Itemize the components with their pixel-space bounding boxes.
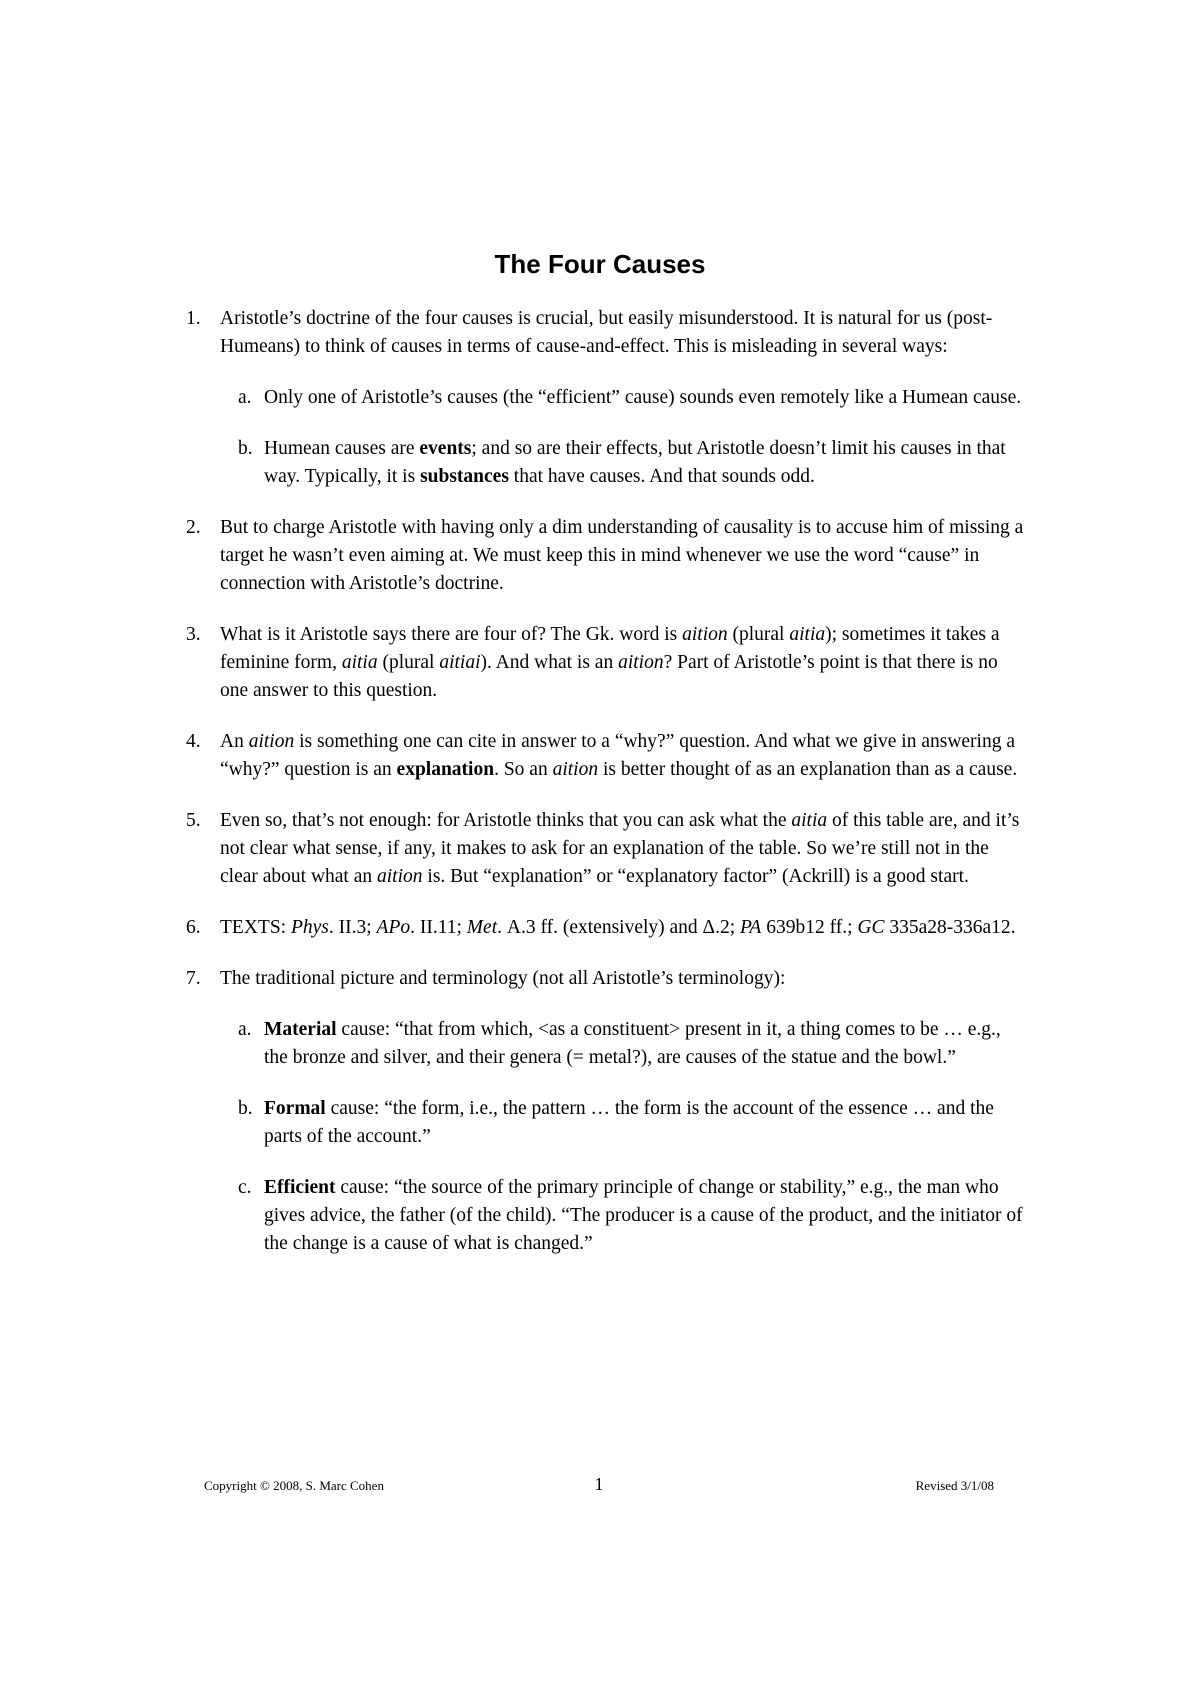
italic-term: aition [377,866,423,887]
item-number: 6. [186,917,201,938]
list-item [186,514,1026,598]
text-segment: cause: “the form, i.e., the pattern … the form is the account of the essence … and the parts of the account.” [264,1098,994,1147]
bold-term: Efficient [264,1177,336,1198]
text-segment: . Α.3 ff. (extensively) and Δ.2; [497,917,740,938]
text-segment: Aristotle’s doctrine of the four causes is crucial, but easily misunderstood. It is natural for us (post-Humeans) to think of causes in terms of cause-and-effect. This is misleading in several ways: [220,308,993,357]
bold-term: Formal [264,1098,326,1119]
footer-revised-date: Revised 3/1/08 [915,1478,994,1493]
item-text [220,807,1026,891]
sub-item [220,1095,1026,1151]
list-item [186,621,1026,705]
text-segment: ); sometimes it takes a feminine form, [220,624,1000,673]
sub-list [220,384,1026,491]
sub-item-text [264,384,1026,412]
italic-term: APo [376,917,411,938]
text-segment: is. But “explanation” or “explanatory factor” (Ackrill) is a good start. [422,866,969,887]
sub-item-text [264,1016,1026,1072]
numbered-list [186,305,1026,1281]
text-segment: Only one of Aristotle’s causes (the “efficient” cause) sounds even remotely like a Humean cause. [264,387,1022,408]
item-text [220,914,1026,942]
text-segment: But to charge Aristotle with having only a dim understanding of causality is to accuse him of missing a target he wasn’t even aiming at. We must keep this in mind whenever we use the word “cause” in connection with Aristotle’s doctrine. [220,517,1024,594]
sub-list [220,1016,1026,1258]
italic-term: aitia [791,810,828,831]
text-segment: cause: “that from which, <as a constituent> present in it, a thing comes to be … e.g., the bronze and silver, and their genera (= metal?), are causes of the statue and the bowl.” [264,1019,1001,1068]
item-text [220,514,1026,598]
text-segment: . So an [494,759,553,780]
bold-term: explanation [396,759,495,780]
sub-item-text [264,1174,1026,1258]
item-number: 4. [186,731,201,752]
text-segment: 335a28-336a12. [884,917,1016,938]
italic-term: aition [682,624,728,645]
list-item [186,728,1026,784]
text-segment: ? Part of Aristotle’s point is that there is no one answer to this question. [220,652,998,701]
sub-item [220,435,1026,491]
item-number: 2. [186,517,201,538]
list-item [186,305,1026,491]
text-segment: that have causes. And that sounds odd. [508,466,815,487]
sub-item-letter: b. [238,1098,253,1119]
text-segment: TEXTS: [220,917,291,938]
text-segment: of this table are, and it’s not clear what sense, if any, it makes to ask for an explanation of the table. So we’re still not in the clear about what an [220,810,1020,887]
item-number: 5. [186,810,201,831]
item-text [220,305,1026,361]
italic-term: aitiai [439,652,481,673]
item-number: 3. [186,624,201,645]
list-item [186,965,1026,1258]
italic-term: aitia [341,652,378,673]
text-segment: Humean causes are [264,438,420,459]
sub-item-text [264,435,1026,491]
document-title: The Four Causes [494,249,706,279]
text-segment: . II.11; [410,917,467,938]
sub-item [220,384,1026,412]
text-segment: is better thought of as an explanation than as a cause. [598,759,1018,780]
item-text [220,621,1026,705]
italic-term: aition [552,759,599,780]
text-segment: 639b12 ff.; [761,917,858,938]
sub-item-letter: b. [238,438,253,459]
italic-term: PA [740,917,762,938]
text-segment: Even so, that’s not enough: for Aristotle thinks that you can ask what the [220,810,792,831]
italic-term: aition [248,731,295,752]
list-item [186,807,1026,891]
item-number: 7. [186,968,201,989]
text-segment: is something one can cite in answer to a “why?” question. And what we give in answering a “why?” question is an [220,731,1016,780]
footer-page-number: 1 [594,1474,604,1494]
text-segment: An [220,731,249,752]
bold-term: Material [264,1019,337,1040]
sub-item-letter: c. [238,1177,252,1198]
footer-copyright: Copyright © 2008, S. Marc Cohen [204,1478,384,1493]
text-segment: ; and so are their effects, but Aristotle doesn’t limit his causes in that way. Typically, it is [264,438,1006,487]
item-number: 1. [186,308,201,329]
text-segment: ). And what is an [480,652,619,673]
italic-term: Met [466,917,498,938]
text-segment: cause: “the source of the primary principle of change or stability,” e.g., the man who gives advice, the father (of the child). “The producer is a cause of the product, and the initiator of the change is a cause of what is changed.” [264,1177,1023,1254]
list-item [186,914,1026,942]
italic-term: Phys [290,917,329,938]
sub-item [220,1016,1026,1072]
text-segment: (plural [727,624,790,645]
text-segment: What is it Aristotle says there are four of? The Gk. word is [220,624,683,645]
sub-item-letter: a. [238,1019,252,1040]
item-text [220,728,1026,784]
sub-item-text [264,1095,1026,1151]
sub-item-letter: a. [238,387,252,408]
bold-term: substances [420,466,509,487]
text-segment: . II.3; [328,917,377,938]
italic-term: GC [857,917,885,938]
item-text [220,965,1026,993]
italic-term: aition [618,652,664,673]
page-footer [204,1476,994,1496]
text-segment: (plural [377,652,440,673]
italic-term: aitia [789,624,826,645]
sub-item [220,1174,1026,1258]
bold-term: events [419,438,472,459]
text-segment: The traditional picture and terminology (not all Aristotle’s terminology): [220,968,786,989]
